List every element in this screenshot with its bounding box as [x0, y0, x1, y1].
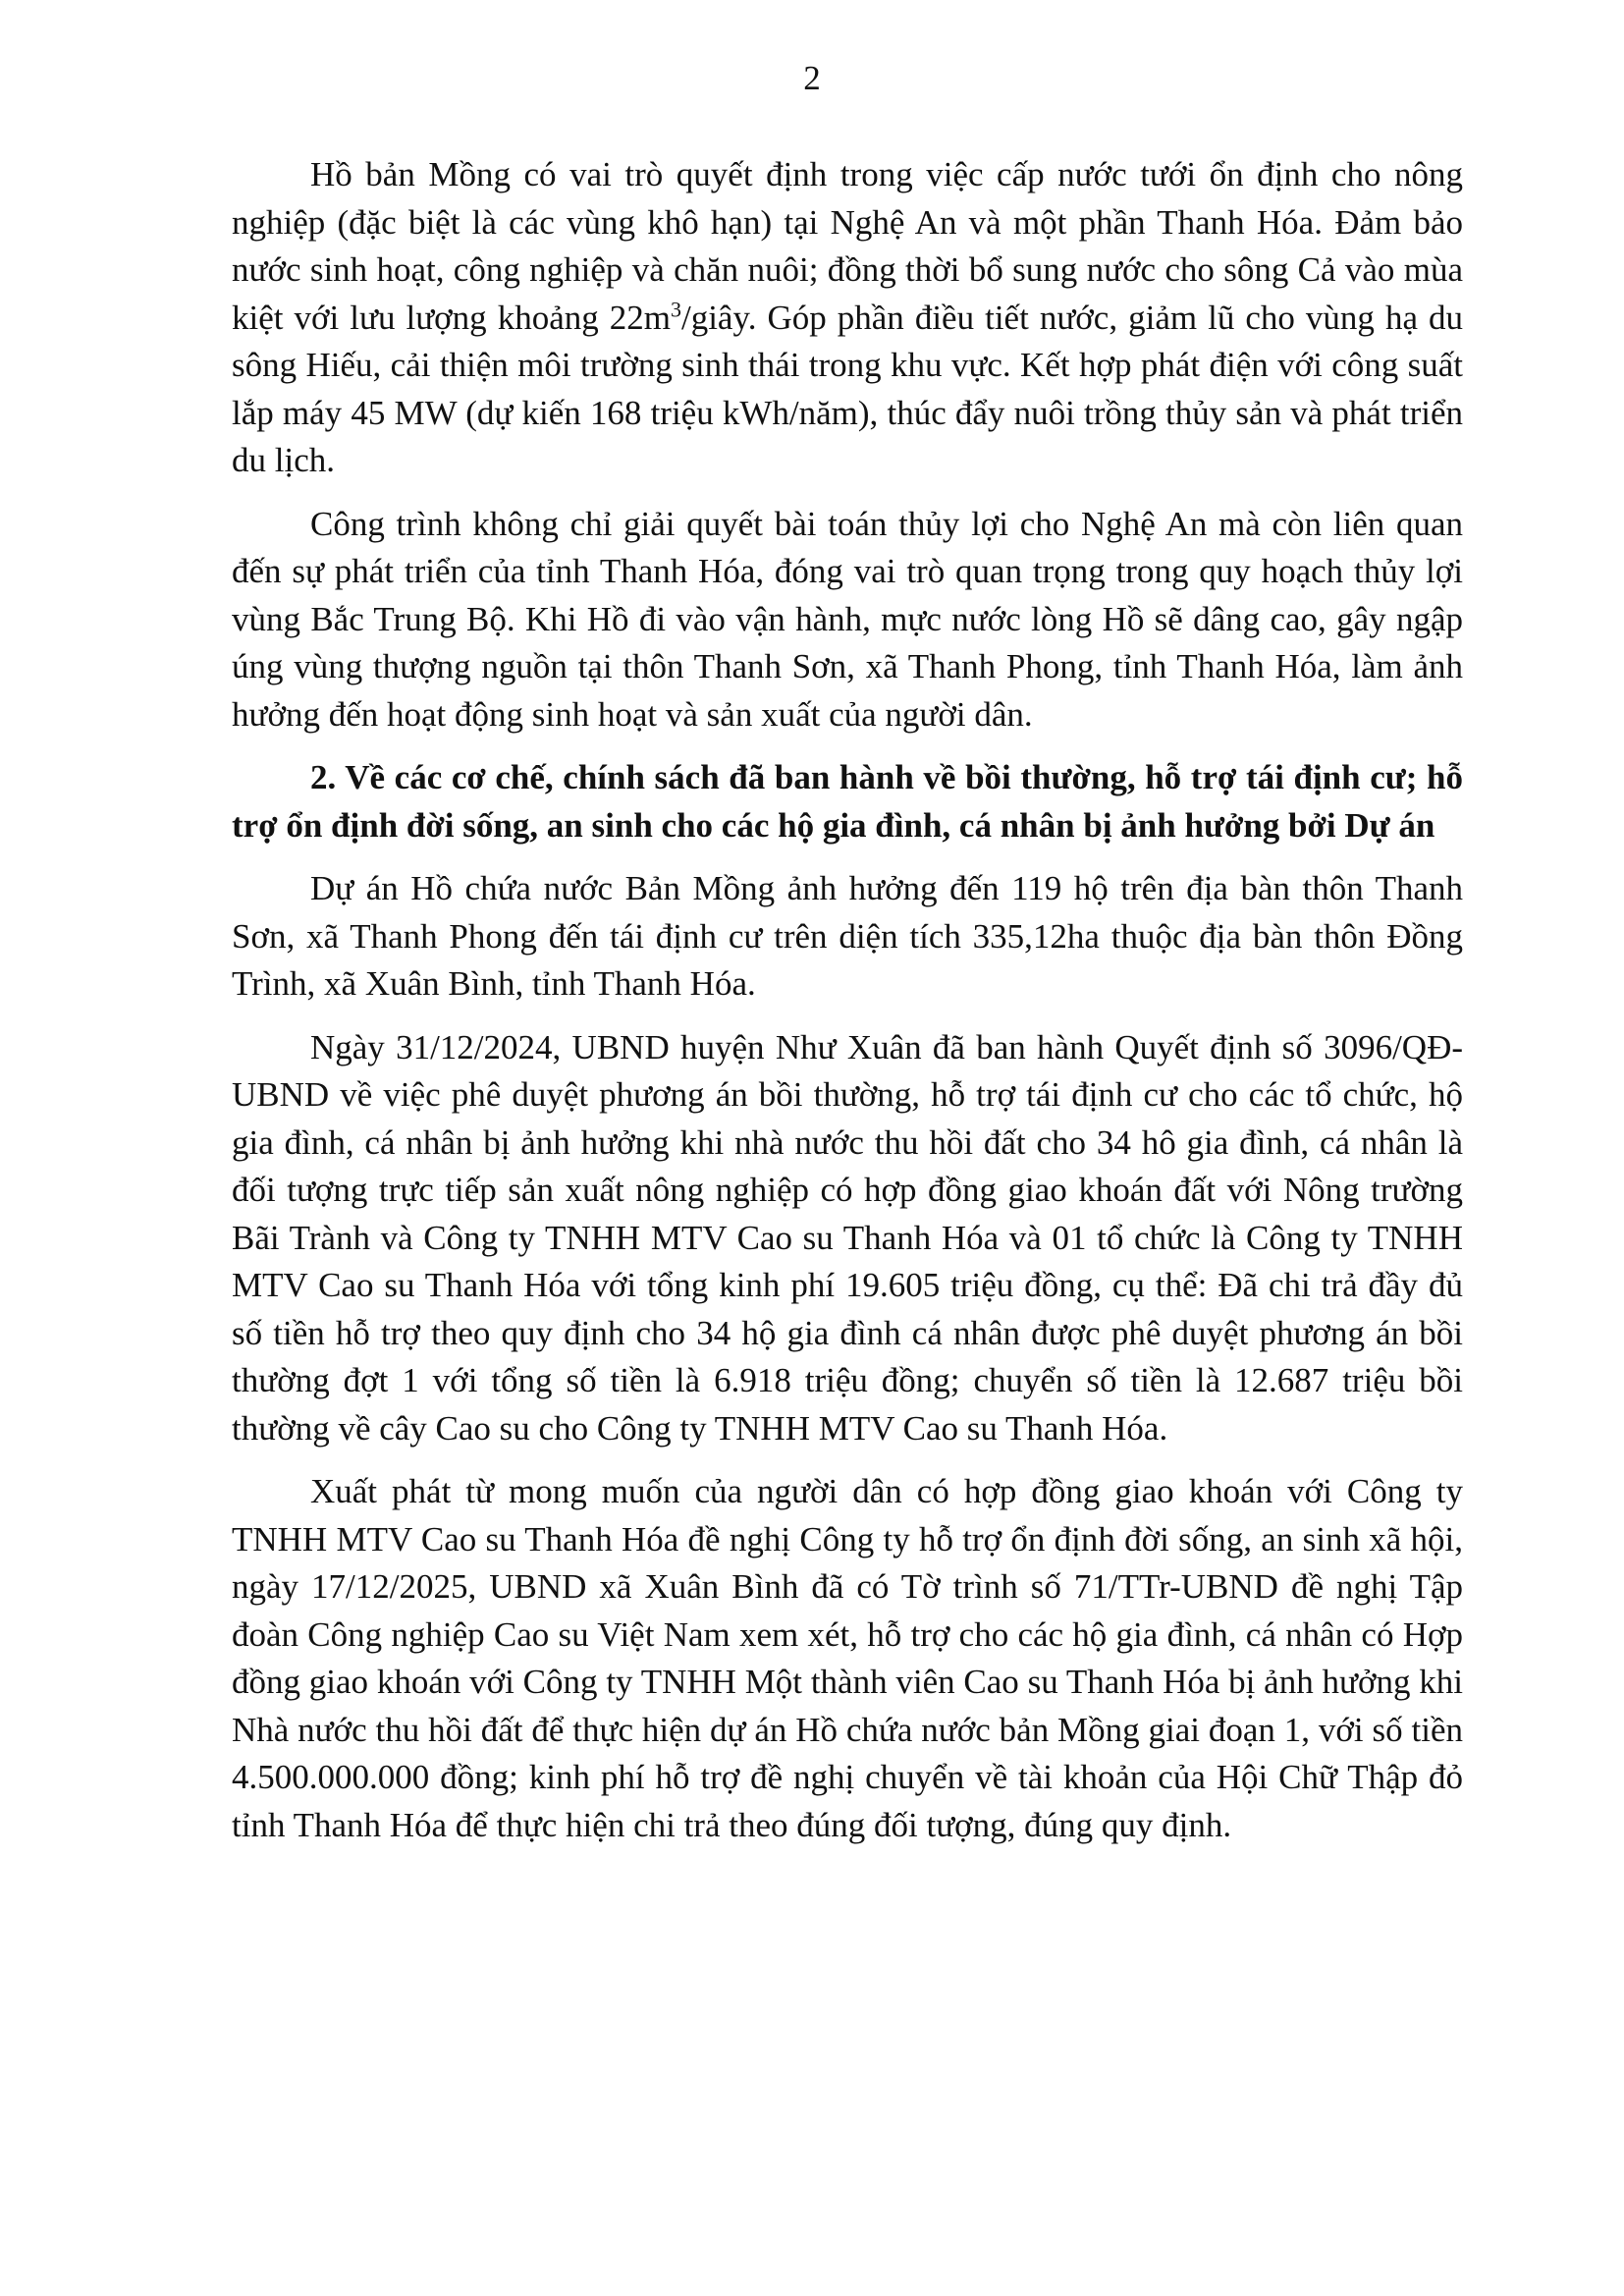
paragraph-resettlement: Dự án Hồ chứa nước Bản Mồng ảnh hưởng đến 119 hộ trên địa bàn thôn Thanh Sơn, xã Thanh Phong đến tái định cư trên diện tích 335,12ha thuộc địa bàn thôn Đồng Trình, xã Xuân Bình, tỉnh Thanh Hóa.	[232, 869, 1463, 1003]
page-number: 2	[803, 59, 821, 97]
paragraph-purpose-text-1: Hồ bản Mồng có vai trò quyết định trong việc cấp nước tưới ổn định cho nông nghiệp (đặc biệt là các vùng khô hạn) tại Nghệ An và một phần Thanh Hóa. Đảm bảo nước sinh hoạt, công nghiệp và chăn nuôi; đồng thời bổ sung nước cho sông Cả vào mùa kiệt với lưu lượng khoảng 22m	[232, 155, 1463, 337]
paragraph-impact: Công trình không chỉ giải quyết bài toán thủy lợi cho Nghệ An mà còn liên quan đến sự phát triển của tỉnh Thanh Hóa, đóng vai trò quan trọng trong quy hoạch thủy lợi vùng Bắc Trung Bộ. Khi Hồ đi vào vận hành, mực nước lòng Hồ sẽ dâng cao, gây ngập úng vùng thượng nguồn tại thôn Thanh Sơn, xã Thanh Phong, tỉnh Thanh Hóa, làm ảnh hưởng đến hoạt động sinh hoạt và sản xuất của người dân.	[232, 504, 1463, 734]
paragraph-decision: Ngày 31/12/2024, UBND huyện Như Xuân đã ban hành Quyết định số 3096/QĐ-UBND về việc phê duyệt phương án bồi thường, hỗ trợ tái định cư cho các tổ chức, hộ gia đình, cá nhân bị ảnh hưởng khi nhà nước thu hồi đất cho 34 hô gia đình, cá nhân là đối tượng trực tiếp sản xuất nông nghiệp có hợp đồng giao khoán đất với Nông trường Bãi Trành và Công ty TNHH MTV Cao su Thanh Hóa và 01 tổ chức là Công ty TNHH MTV Cao su Thanh Hóa với tổng kinh phí 19.605 triệu đồng, cụ thể: Đã chi trả đầy đủ số tiền hỗ trợ theo quy định cho 34 hộ gia đình cá nhân được phê duyệt phương án bồi thường đợt 1 với tổng số tiền là 6.918 triệu đồng; chuyển số tiền là 12.687 triệu bồi thường về cây Cao su cho Công ty TNHH MTV Cao su Thanh Hóa.	[232, 1027, 1463, 1448]
superscript-cubic: 3	[670, 296, 681, 321]
section-heading: 2. Về các cơ chế, chính sách đã ban hành về bồi thường, hỗ trợ tái định cư; hỗ trợ ổn định đời sống, an sinh cho các hộ gia đình, cá nhân bị ảnh hưởng bởi Dự án	[232, 758, 1463, 845]
paragraph-proposal: Xuất phát từ mong muốn của người dân có hợp đồng giao khoán với Công ty TNHH MTV Cao su Thanh Hóa đề nghị Công ty hỗ trợ ổn định đời sống, an sinh xã hội, ngày 17/12/2025, UBND xã Xuân Bình đã có Tờ trình số 71/TTr-UBND đề nghị Tập đoàn Công nghiệp Cao su Việt Nam xem xét, hỗ trợ cho các hộ gia đình, cá nhân có Hợp đồng giao khoán với Công ty TNHH Một thành viên Cao su Thanh Hóa bị ảnh hưởng khi Nhà nước thu hồi đất để thực hiện dự án Hồ chứa nước bản Mồng giai đoạn 1, với số tiền 4.500.000.000 đồng; kinh phí hỗ trợ đề nghị chuyển về tài khoản của Hội Chữ Thập đỏ tỉnh Thanh Hóa để thực hiện chi trả theo đúng đối tượng, đúng quy định.	[232, 1472, 1463, 1844]
paragraph-purpose	[232, 151, 1463, 485]
document-body	[232, 151, 1463, 1865]
paragraph-purpose-text-2: /giây. Góp phần điều tiết nước, giảm lũ cho vùng hạ du sông Hiếu, cải thiện môi trường sinh thái trong khu vực. Kết hợp phát điện với công suất lắp máy 45 MW (dự kiến 168 triệu kWh/năm), thúc đẩy nuôi trồng thủy sản và phát triển du lịch.	[232, 298, 1463, 479]
